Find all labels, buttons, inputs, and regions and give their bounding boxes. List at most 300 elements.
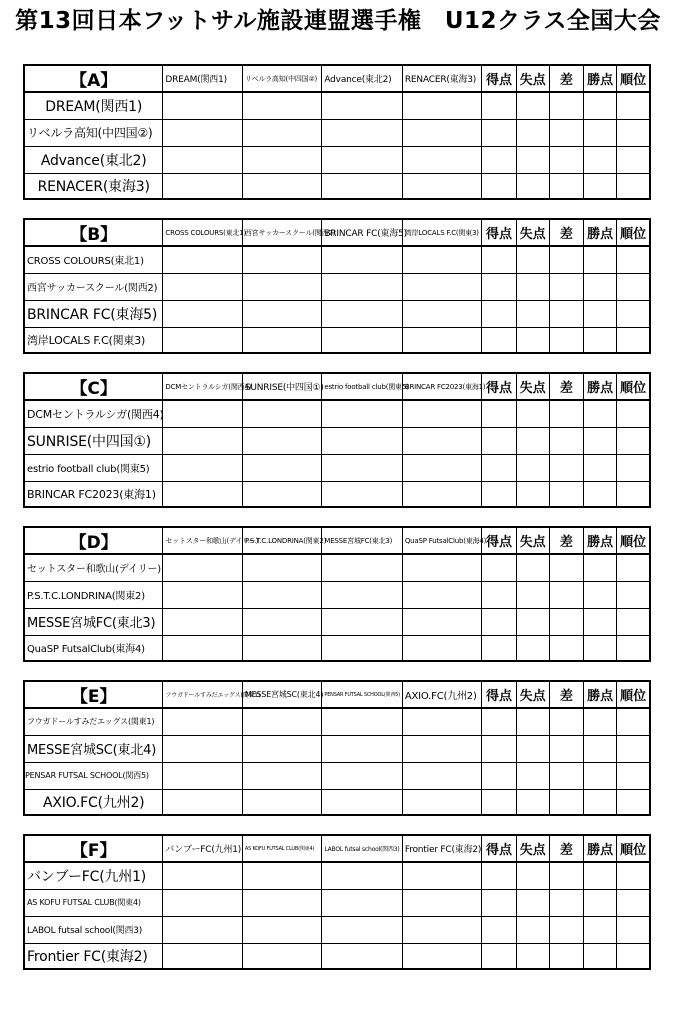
score-cell bbox=[482, 789, 516, 815]
table-row bbox=[24, 92, 650, 119]
score-cell bbox=[617, 916, 650, 943]
group-label: 【C】 bbox=[24, 373, 163, 400]
score-cell bbox=[617, 554, 650, 581]
table-row bbox=[24, 273, 650, 300]
score-cell bbox=[617, 708, 650, 735]
goals-for-header: 得点 bbox=[482, 835, 516, 862]
score-cell bbox=[482, 454, 516, 481]
row-team: 湾岸LOCALS F.C(関東3) bbox=[24, 327, 163, 353]
score-cell bbox=[322, 173, 403, 199]
score-cell bbox=[583, 146, 616, 173]
score-cell bbox=[242, 146, 322, 173]
row-team: RENACER(東海3) bbox=[24, 173, 163, 199]
column-team: LABOL futsal school(関西3) bbox=[322, 835, 403, 862]
score-cell bbox=[583, 481, 616, 507]
score-cell bbox=[163, 400, 243, 427]
score-cell bbox=[482, 581, 516, 608]
score-cell bbox=[163, 146, 243, 173]
goals-for-header: 得点 bbox=[482, 527, 516, 554]
row-team: CROSS COLOURS(東北1) bbox=[24, 246, 163, 273]
score-cell bbox=[549, 92, 583, 119]
score-cell bbox=[482, 300, 516, 327]
rank-header: 順位 bbox=[617, 681, 650, 708]
score-cell bbox=[482, 119, 516, 146]
score-cell bbox=[549, 762, 583, 789]
goals-for-header: 得点 bbox=[482, 681, 516, 708]
score-cell bbox=[242, 708, 322, 735]
score-cell bbox=[402, 554, 482, 581]
score-cell bbox=[242, 273, 322, 300]
group-label: 【D】 bbox=[24, 527, 163, 554]
score-cell bbox=[163, 427, 243, 454]
group-e-table bbox=[23, 680, 651, 816]
table-row bbox=[24, 789, 650, 815]
score-cell bbox=[583, 427, 616, 454]
score-cell bbox=[402, 581, 482, 608]
score-cell bbox=[516, 916, 549, 943]
score-cell bbox=[163, 454, 243, 481]
score-cell bbox=[482, 608, 516, 635]
score-cell bbox=[242, 427, 322, 454]
score-cell bbox=[549, 889, 583, 916]
score-cell bbox=[549, 708, 583, 735]
score-cell bbox=[482, 943, 516, 969]
score-cell bbox=[322, 916, 403, 943]
group-label: 【A】 bbox=[24, 65, 163, 92]
goals-for-header: 得点 bbox=[482, 65, 516, 92]
score-cell bbox=[482, 173, 516, 199]
score-cell bbox=[583, 943, 616, 969]
score-cell bbox=[516, 327, 549, 353]
score-cell bbox=[322, 635, 403, 661]
points-header: 勝点 bbox=[583, 835, 616, 862]
score-cell bbox=[583, 173, 616, 199]
score-cell bbox=[516, 92, 549, 119]
score-cell bbox=[617, 943, 650, 969]
column-team: RENACER(東海3) bbox=[402, 65, 482, 92]
score-cell bbox=[583, 789, 616, 815]
score-cell bbox=[242, 943, 322, 969]
rank-header: 順位 bbox=[617, 835, 650, 862]
table-row bbox=[24, 427, 650, 454]
score-cell bbox=[583, 554, 616, 581]
row-team: SUNRISE(中四国①) bbox=[24, 427, 163, 454]
score-cell bbox=[583, 889, 616, 916]
column-team: 西宮サッカースクール(関西2) bbox=[242, 219, 322, 246]
score-cell bbox=[516, 762, 549, 789]
score-cell bbox=[402, 146, 482, 173]
score-cell bbox=[549, 173, 583, 199]
score-cell bbox=[482, 889, 516, 916]
score-cell bbox=[549, 481, 583, 507]
goal-difference-header: 差 bbox=[549, 835, 583, 862]
score-cell bbox=[549, 273, 583, 300]
score-cell bbox=[242, 554, 322, 581]
score-cell bbox=[482, 92, 516, 119]
score-cell bbox=[583, 454, 616, 481]
score-cell bbox=[322, 92, 403, 119]
points-header: 勝点 bbox=[583, 373, 616, 400]
score-cell bbox=[402, 916, 482, 943]
column-team: リベルラ高知(中四国②) bbox=[242, 65, 322, 92]
score-cell bbox=[402, 427, 482, 454]
score-cell bbox=[482, 635, 516, 661]
column-team: DCMセントラルシガ(関西4) bbox=[163, 373, 243, 400]
score-cell bbox=[516, 119, 549, 146]
score-cell bbox=[549, 454, 583, 481]
rank-header: 順位 bbox=[617, 65, 650, 92]
score-cell bbox=[242, 481, 322, 507]
score-cell bbox=[242, 889, 322, 916]
score-cell bbox=[516, 481, 549, 507]
score-cell bbox=[617, 889, 650, 916]
score-cell bbox=[516, 400, 549, 427]
table-row bbox=[24, 608, 650, 635]
score-cell bbox=[322, 889, 403, 916]
score-cell bbox=[516, 427, 549, 454]
score-cell bbox=[516, 889, 549, 916]
score-cell bbox=[482, 708, 516, 735]
group-label: 【F】 bbox=[24, 835, 163, 862]
score-cell bbox=[402, 862, 482, 889]
score-cell bbox=[322, 246, 403, 273]
goals-against-header: 失点 bbox=[516, 219, 549, 246]
table-row bbox=[24, 735, 650, 762]
column-team: バンブーFC(九州1) bbox=[163, 835, 243, 862]
score-cell bbox=[402, 481, 482, 507]
score-cell bbox=[402, 735, 482, 762]
score-cell bbox=[617, 92, 650, 119]
score-cell bbox=[549, 789, 583, 815]
goals-against-header: 失点 bbox=[516, 373, 549, 400]
score-cell bbox=[583, 92, 616, 119]
score-cell bbox=[242, 608, 322, 635]
column-team: SUNRISE(中四国①) bbox=[242, 373, 322, 400]
row-team: AXIO.FC(九州2) bbox=[24, 789, 163, 815]
column-team: QuaSP FutsalClub(東海4) bbox=[402, 527, 482, 554]
score-cell bbox=[482, 427, 516, 454]
score-cell bbox=[402, 608, 482, 635]
column-team: DREAM(関西1) bbox=[163, 65, 243, 92]
score-cell bbox=[617, 146, 650, 173]
score-cell bbox=[242, 300, 322, 327]
score-cell bbox=[583, 708, 616, 735]
score-cell bbox=[242, 173, 322, 199]
score-cell bbox=[549, 400, 583, 427]
score-cell bbox=[242, 92, 322, 119]
rank-header: 順位 bbox=[617, 373, 650, 400]
score-cell bbox=[242, 635, 322, 661]
table-row bbox=[24, 327, 650, 353]
column-team: BRINCAR FC(東海5) bbox=[322, 219, 403, 246]
score-cell bbox=[163, 735, 243, 762]
score-cell bbox=[549, 862, 583, 889]
score-cell bbox=[482, 735, 516, 762]
table-row bbox=[24, 708, 650, 735]
score-cell bbox=[322, 735, 403, 762]
score-cell bbox=[242, 862, 322, 889]
score-cell bbox=[163, 708, 243, 735]
score-cell bbox=[617, 454, 650, 481]
row-team: フウガドールすみだエッグス(関東1) bbox=[24, 708, 163, 735]
row-team: バンブーFC(九州1) bbox=[24, 862, 163, 889]
points-header: 勝点 bbox=[583, 219, 616, 246]
score-cell bbox=[242, 735, 322, 762]
score-cell bbox=[583, 581, 616, 608]
score-cell bbox=[549, 916, 583, 943]
score-cell bbox=[482, 273, 516, 300]
score-cell bbox=[402, 762, 482, 789]
table-row bbox=[24, 943, 650, 969]
column-team: セットスター和歌山(デイリー) bbox=[163, 527, 243, 554]
score-cell bbox=[163, 635, 243, 661]
score-cell bbox=[549, 554, 583, 581]
rank-header: 順位 bbox=[617, 219, 650, 246]
goal-difference-header: 差 bbox=[549, 527, 583, 554]
goals-against-header: 失点 bbox=[516, 835, 549, 862]
score-cell bbox=[583, 300, 616, 327]
score-cell bbox=[242, 789, 322, 815]
score-cell bbox=[402, 943, 482, 969]
column-team: AS KOFU FUTSAL CLUB(関東4) bbox=[242, 835, 322, 862]
score-cell bbox=[516, 581, 549, 608]
column-team: 湾岸LOCALS F.C(関東3) bbox=[402, 219, 482, 246]
column-team: BRINCAR FC2023(東海1) bbox=[402, 373, 482, 400]
score-cell bbox=[583, 400, 616, 427]
table-row bbox=[24, 400, 650, 427]
score-cell bbox=[242, 400, 322, 427]
score-cell bbox=[402, 92, 482, 119]
table-row bbox=[24, 246, 650, 273]
goal-difference-header: 差 bbox=[549, 65, 583, 92]
score-cell bbox=[516, 454, 549, 481]
score-cell bbox=[549, 119, 583, 146]
score-cell bbox=[322, 481, 403, 507]
score-cell bbox=[516, 554, 549, 581]
group-label: 【E】 bbox=[24, 681, 163, 708]
goals-against-header: 失点 bbox=[516, 681, 549, 708]
goal-difference-header: 差 bbox=[549, 219, 583, 246]
column-team: フウガドールすみだエッグス(関東1) bbox=[163, 681, 243, 708]
group-a-table bbox=[23, 64, 651, 200]
score-cell bbox=[549, 943, 583, 969]
points-header: 勝点 bbox=[583, 527, 616, 554]
score-cell bbox=[242, 246, 322, 273]
score-cell bbox=[322, 427, 403, 454]
score-cell bbox=[617, 119, 650, 146]
column-team: MESSE宮城FC(東北3) bbox=[322, 527, 403, 554]
group-f-table bbox=[23, 834, 651, 970]
score-cell bbox=[617, 481, 650, 507]
score-cell bbox=[617, 173, 650, 199]
score-cell bbox=[242, 454, 322, 481]
table-row bbox=[24, 762, 650, 789]
column-team: P.S.T.C.LONDRINA(関東2) bbox=[242, 527, 322, 554]
score-cell bbox=[402, 327, 482, 353]
score-cell bbox=[549, 635, 583, 661]
score-cell bbox=[617, 608, 650, 635]
table-row bbox=[24, 481, 650, 507]
score-cell bbox=[163, 789, 243, 815]
score-cell bbox=[402, 173, 482, 199]
score-cell bbox=[163, 300, 243, 327]
score-cell bbox=[617, 581, 650, 608]
score-cell bbox=[163, 608, 243, 635]
score-cell bbox=[163, 916, 243, 943]
row-team: DCMセントラルシガ(関西4) bbox=[24, 400, 163, 427]
score-cell bbox=[549, 427, 583, 454]
table-row bbox=[24, 173, 650, 199]
goals-for-header: 得点 bbox=[482, 219, 516, 246]
score-cell bbox=[549, 300, 583, 327]
table-row bbox=[24, 119, 650, 146]
row-team: 西宮サッカースクール(関西2) bbox=[24, 273, 163, 300]
score-cell bbox=[516, 862, 549, 889]
score-cell bbox=[402, 789, 482, 815]
score-cell bbox=[617, 427, 650, 454]
score-cell bbox=[516, 273, 549, 300]
score-cell bbox=[482, 246, 516, 273]
score-cell bbox=[516, 735, 549, 762]
score-cell bbox=[549, 581, 583, 608]
score-cell bbox=[322, 762, 403, 789]
score-cell bbox=[583, 735, 616, 762]
goal-difference-header: 差 bbox=[549, 373, 583, 400]
row-team: PENSAR FUTSAL SCHOOL(関西5) bbox=[24, 762, 163, 789]
score-cell bbox=[402, 635, 482, 661]
goals-against-header: 失点 bbox=[516, 527, 549, 554]
score-cell bbox=[242, 581, 322, 608]
score-cell bbox=[322, 273, 403, 300]
score-cell bbox=[322, 454, 403, 481]
score-cell bbox=[242, 119, 322, 146]
score-cell bbox=[322, 581, 403, 608]
score-cell bbox=[163, 246, 243, 273]
column-team: CROSS COLOURS(東北1) bbox=[163, 219, 243, 246]
score-cell bbox=[322, 943, 403, 969]
table-row bbox=[24, 554, 650, 581]
score-cell bbox=[549, 735, 583, 762]
table-row bbox=[24, 916, 650, 943]
row-team: LABOL futsal school(関西3) bbox=[24, 916, 163, 943]
score-cell bbox=[163, 943, 243, 969]
score-cell bbox=[516, 173, 549, 199]
row-team: AS KOFU FUTSAL CLUB(関東4) bbox=[24, 889, 163, 916]
table-row bbox=[24, 889, 650, 916]
column-team: MESSE宮城SC(東北4) bbox=[242, 681, 322, 708]
score-cell bbox=[617, 273, 650, 300]
score-cell bbox=[402, 273, 482, 300]
score-cell bbox=[516, 608, 549, 635]
score-cell bbox=[583, 635, 616, 661]
score-cell bbox=[163, 581, 243, 608]
score-cell bbox=[402, 119, 482, 146]
row-team: Frontier FC(東海2) bbox=[24, 943, 163, 969]
column-team: Advance(東北2) bbox=[322, 65, 403, 92]
group-c-table bbox=[23, 372, 651, 508]
score-cell bbox=[482, 762, 516, 789]
score-cell bbox=[322, 300, 403, 327]
score-cell bbox=[516, 300, 549, 327]
column-team: estrio football club(関東5) bbox=[322, 373, 403, 400]
row-team: DREAM(関西1) bbox=[24, 92, 163, 119]
score-cell bbox=[516, 789, 549, 815]
score-cell bbox=[322, 789, 403, 815]
score-cell bbox=[516, 146, 549, 173]
score-cell bbox=[242, 762, 322, 789]
score-cell bbox=[163, 327, 243, 353]
score-cell bbox=[322, 146, 403, 173]
row-team: estrio football club(関東5) bbox=[24, 454, 163, 481]
rank-header: 順位 bbox=[617, 527, 650, 554]
column-team: Frontier FC(東海2) bbox=[402, 835, 482, 862]
row-team: MESSE宮城SC(東北4) bbox=[24, 735, 163, 762]
score-cell bbox=[583, 119, 616, 146]
row-team: BRINCAR FC(東海5) bbox=[24, 300, 163, 327]
points-header: 勝点 bbox=[583, 681, 616, 708]
score-cell bbox=[242, 327, 322, 353]
score-cell bbox=[322, 862, 403, 889]
score-cell bbox=[617, 327, 650, 353]
row-team: P.S.T.C.LONDRINA(関東2) bbox=[24, 581, 163, 608]
score-cell bbox=[402, 454, 482, 481]
score-cell bbox=[163, 481, 243, 507]
score-cell bbox=[322, 554, 403, 581]
score-cell bbox=[482, 481, 516, 507]
score-cell bbox=[549, 246, 583, 273]
score-cell bbox=[516, 943, 549, 969]
score-cell bbox=[402, 246, 482, 273]
score-cell bbox=[583, 608, 616, 635]
score-cell bbox=[163, 554, 243, 581]
score-cell bbox=[163, 173, 243, 199]
group-b-table bbox=[23, 218, 651, 354]
score-cell bbox=[163, 762, 243, 789]
score-cell bbox=[516, 635, 549, 661]
row-team: Advance(東北2) bbox=[24, 146, 163, 173]
score-cell bbox=[617, 862, 650, 889]
table-row bbox=[24, 635, 650, 661]
score-cell bbox=[482, 554, 516, 581]
score-cell bbox=[163, 119, 243, 146]
score-cell bbox=[617, 300, 650, 327]
table-row bbox=[24, 862, 650, 889]
score-cell bbox=[583, 762, 616, 789]
column-team: AXIO.FC(九州2) bbox=[402, 681, 482, 708]
score-cell bbox=[617, 789, 650, 815]
score-cell bbox=[482, 327, 516, 353]
row-team: BRINCAR FC2023(東海1) bbox=[24, 481, 163, 507]
table-row bbox=[24, 146, 650, 173]
table-row bbox=[24, 581, 650, 608]
score-cell bbox=[583, 916, 616, 943]
score-cell bbox=[482, 862, 516, 889]
row-team: QuaSP FutsalClub(東海4) bbox=[24, 635, 163, 661]
score-cell bbox=[617, 735, 650, 762]
score-cell bbox=[322, 400, 403, 427]
row-team: セットスター和歌山(デイリー) bbox=[24, 554, 163, 581]
score-cell bbox=[583, 273, 616, 300]
score-cell bbox=[549, 146, 583, 173]
score-cell bbox=[583, 327, 616, 353]
score-cell bbox=[516, 708, 549, 735]
score-cell bbox=[482, 400, 516, 427]
row-team: MESSE宮城FC(東北3) bbox=[24, 608, 163, 635]
table-row bbox=[24, 300, 650, 327]
score-cell bbox=[402, 889, 482, 916]
score-cell bbox=[402, 708, 482, 735]
score-cell bbox=[482, 146, 516, 173]
